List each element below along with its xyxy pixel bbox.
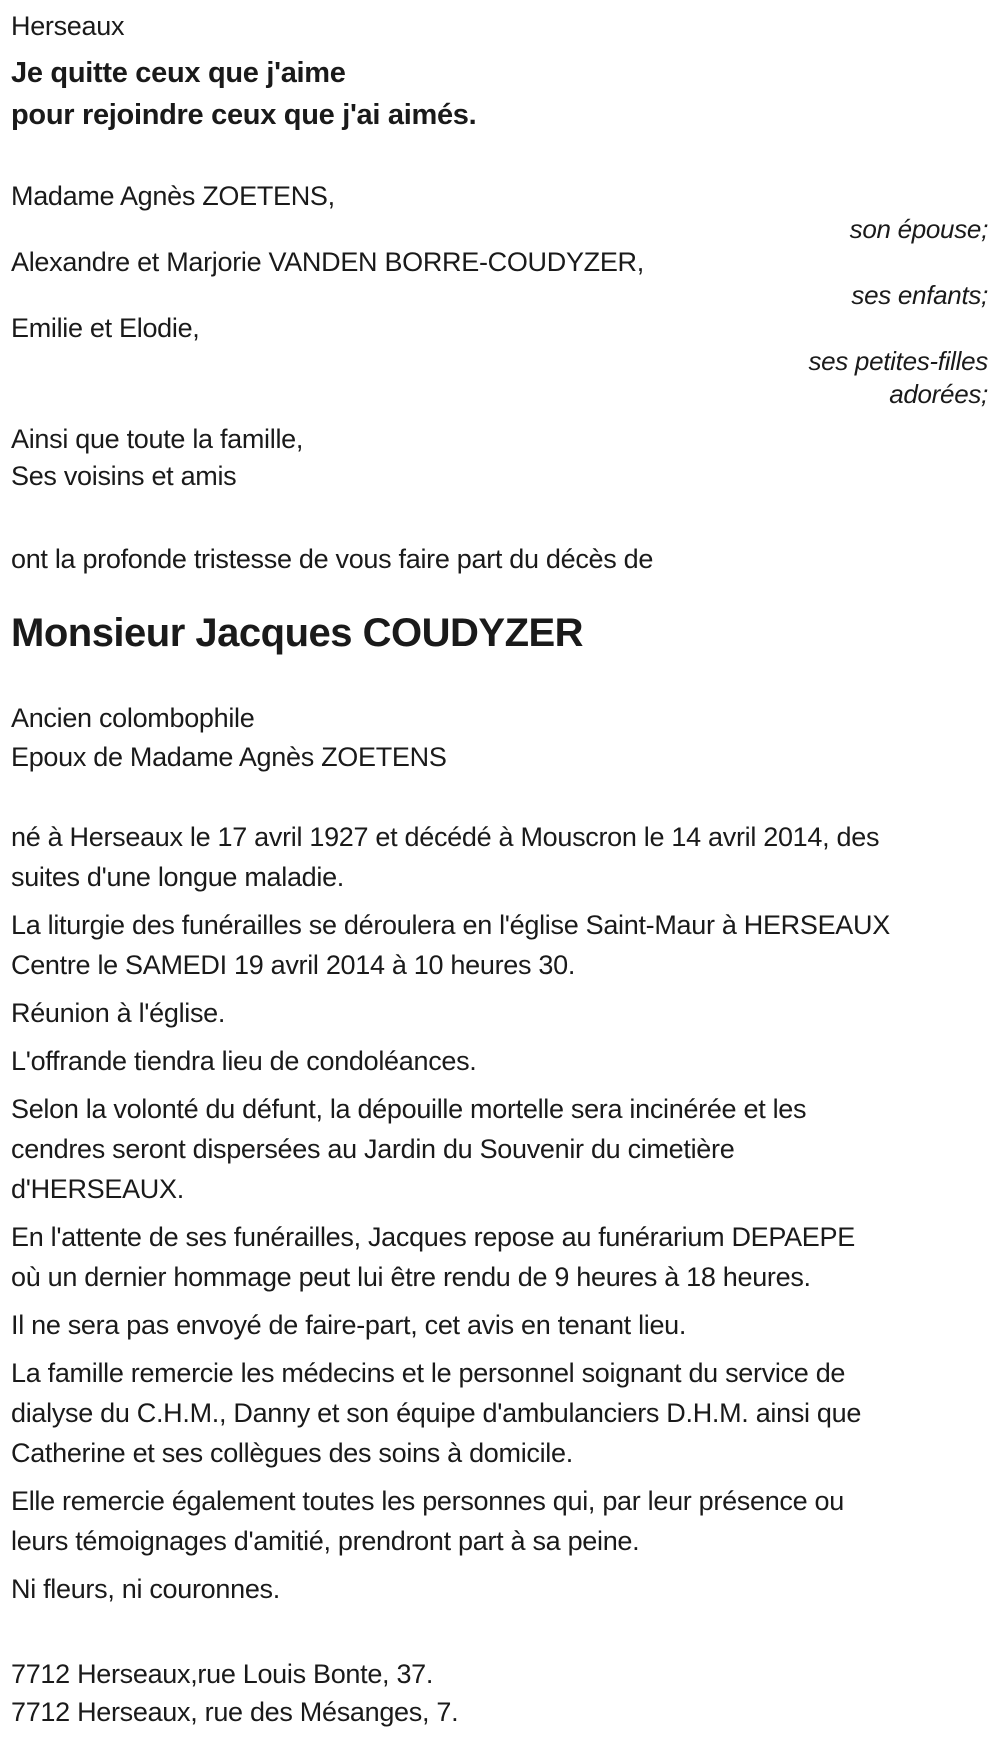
mourner-relation: ses petites-filles adorées;: [808, 346, 988, 409]
paragraph-line: leurs témoignages d'amitié, prendront part à sa peine.: [11, 1526, 640, 1556]
mourner-relation: son épouse;: [849, 214, 988, 244]
paragraph: [11, 1353, 988, 1473]
mourner-entry: [11, 180, 988, 246]
paragraph-line: cendres seront dispersées au Jardin du Souvenir du cimetière: [11, 1134, 735, 1164]
paragraph: [11, 1569, 988, 1609]
notice-body: [11, 817, 988, 1609]
paragraph: [11, 1481, 988, 1561]
deceased-name-title: Monsieur Jacques COUDYZER: [11, 611, 584, 655]
paragraph-line: Selon la volonté du défunt, la dépouille mortelle sera incinérée et les: [11, 1094, 807, 1124]
mourner-names: Emilie et Elodie,: [11, 313, 200, 343]
paragraph-line: né à Herseaux le 17 avril 1927 et décédé à Mouscron le 14 avril 2014, des: [11, 822, 880, 852]
paragraph-line: Centre le SAMEDI 19 avril 2014 à 10 heures 30.: [11, 950, 576, 980]
paragraph-line: Réunion à l'église.: [11, 998, 226, 1028]
paragraph-line: dialyse du C.H.M., Danny et son équipe d'ambulanciers D.H.M. ainsi que: [11, 1398, 862, 1428]
mourners-list: [11, 180, 988, 411]
family-line-1: Ainsi que toute la famille,: [11, 424, 304, 454]
paragraph-line: où un dernier hommage peut lui être rendu de 9 heures à 18 heures.: [11, 1262, 811, 1292]
location-line: Herseaux: [11, 11, 125, 41]
mourner-entry: [11, 246, 988, 312]
mourner-names: Madame Agnès ZOETENS,: [11, 181, 335, 211]
address-line-1: 7712 Herseaux,rue Louis Bonte, 37.: [11, 1659, 434, 1689]
mourner-entry: [11, 312, 988, 411]
paragraph: [11, 817, 988, 897]
paragraph: [11, 1305, 988, 1345]
paragraph-line: La liturgie des funérailles se déroulera en l'église Saint-Maur à HERSEAUX: [11, 910, 890, 940]
mourner-relation: ses enfants;: [851, 280, 988, 310]
paragraph: [11, 1217, 988, 1297]
family-line-2: Ses voisins et amis: [11, 461, 237, 491]
paragraph: [11, 1089, 988, 1209]
deceased-subtitle-2: Epoux de Madame Agnès ZOETENS: [11, 742, 447, 772]
paragraph-line: Il ne sera pas envoyé de faire-part, cet avis en tenant lieu.: [11, 1310, 687, 1340]
paragraph-line: suites d'une longue maladie.: [11, 862, 344, 892]
epigraph-line-1: Je quitte ceux que j'aime: [11, 57, 346, 89]
deceased-subtitles: [11, 699, 988, 777]
epigraph-line-2: pour rejoindre ceux que j'ai aimés.: [11, 99, 477, 131]
mourner-names: Alexandre et Marjorie VANDEN BORRE-COUDYZER,: [11, 247, 644, 277]
paragraph: [11, 1041, 988, 1081]
paragraph-line: En l'attente de ses funérailles, Jacques repose au funérarium DEPAEPE: [11, 1222, 855, 1252]
paragraph-line: La famille remercie les médecins et le personnel soignant du service de: [11, 1358, 846, 1388]
deceased-subtitle-1: Ancien colombophile: [11, 703, 255, 733]
paragraph-line: Catherine et ses collègues des soins à domicile.: [11, 1438, 573, 1468]
epigraph: [11, 52, 988, 136]
address-line-2: 7712 Herseaux, rue des Mésanges, 7.: [11, 1697, 459, 1727]
paragraph-line: Elle remercie également toutes les personnes qui, par leur présence ou: [11, 1486, 844, 1516]
paragraph-line: Ni fleurs, ni couronnes.: [11, 1574, 280, 1604]
paragraph-line: d'HERSEAUX.: [11, 1174, 184, 1204]
announcement-line: ont la profonde tristesse de vous faire part du décès de: [11, 544, 654, 574]
paragraph: [11, 993, 988, 1033]
paragraph: [11, 905, 988, 985]
paragraph-line: L'offrande tiendra lieu de condoléances.: [11, 1046, 477, 1076]
family-lines: [11, 421, 988, 495]
addresses-block: [11, 1655, 988, 1731]
